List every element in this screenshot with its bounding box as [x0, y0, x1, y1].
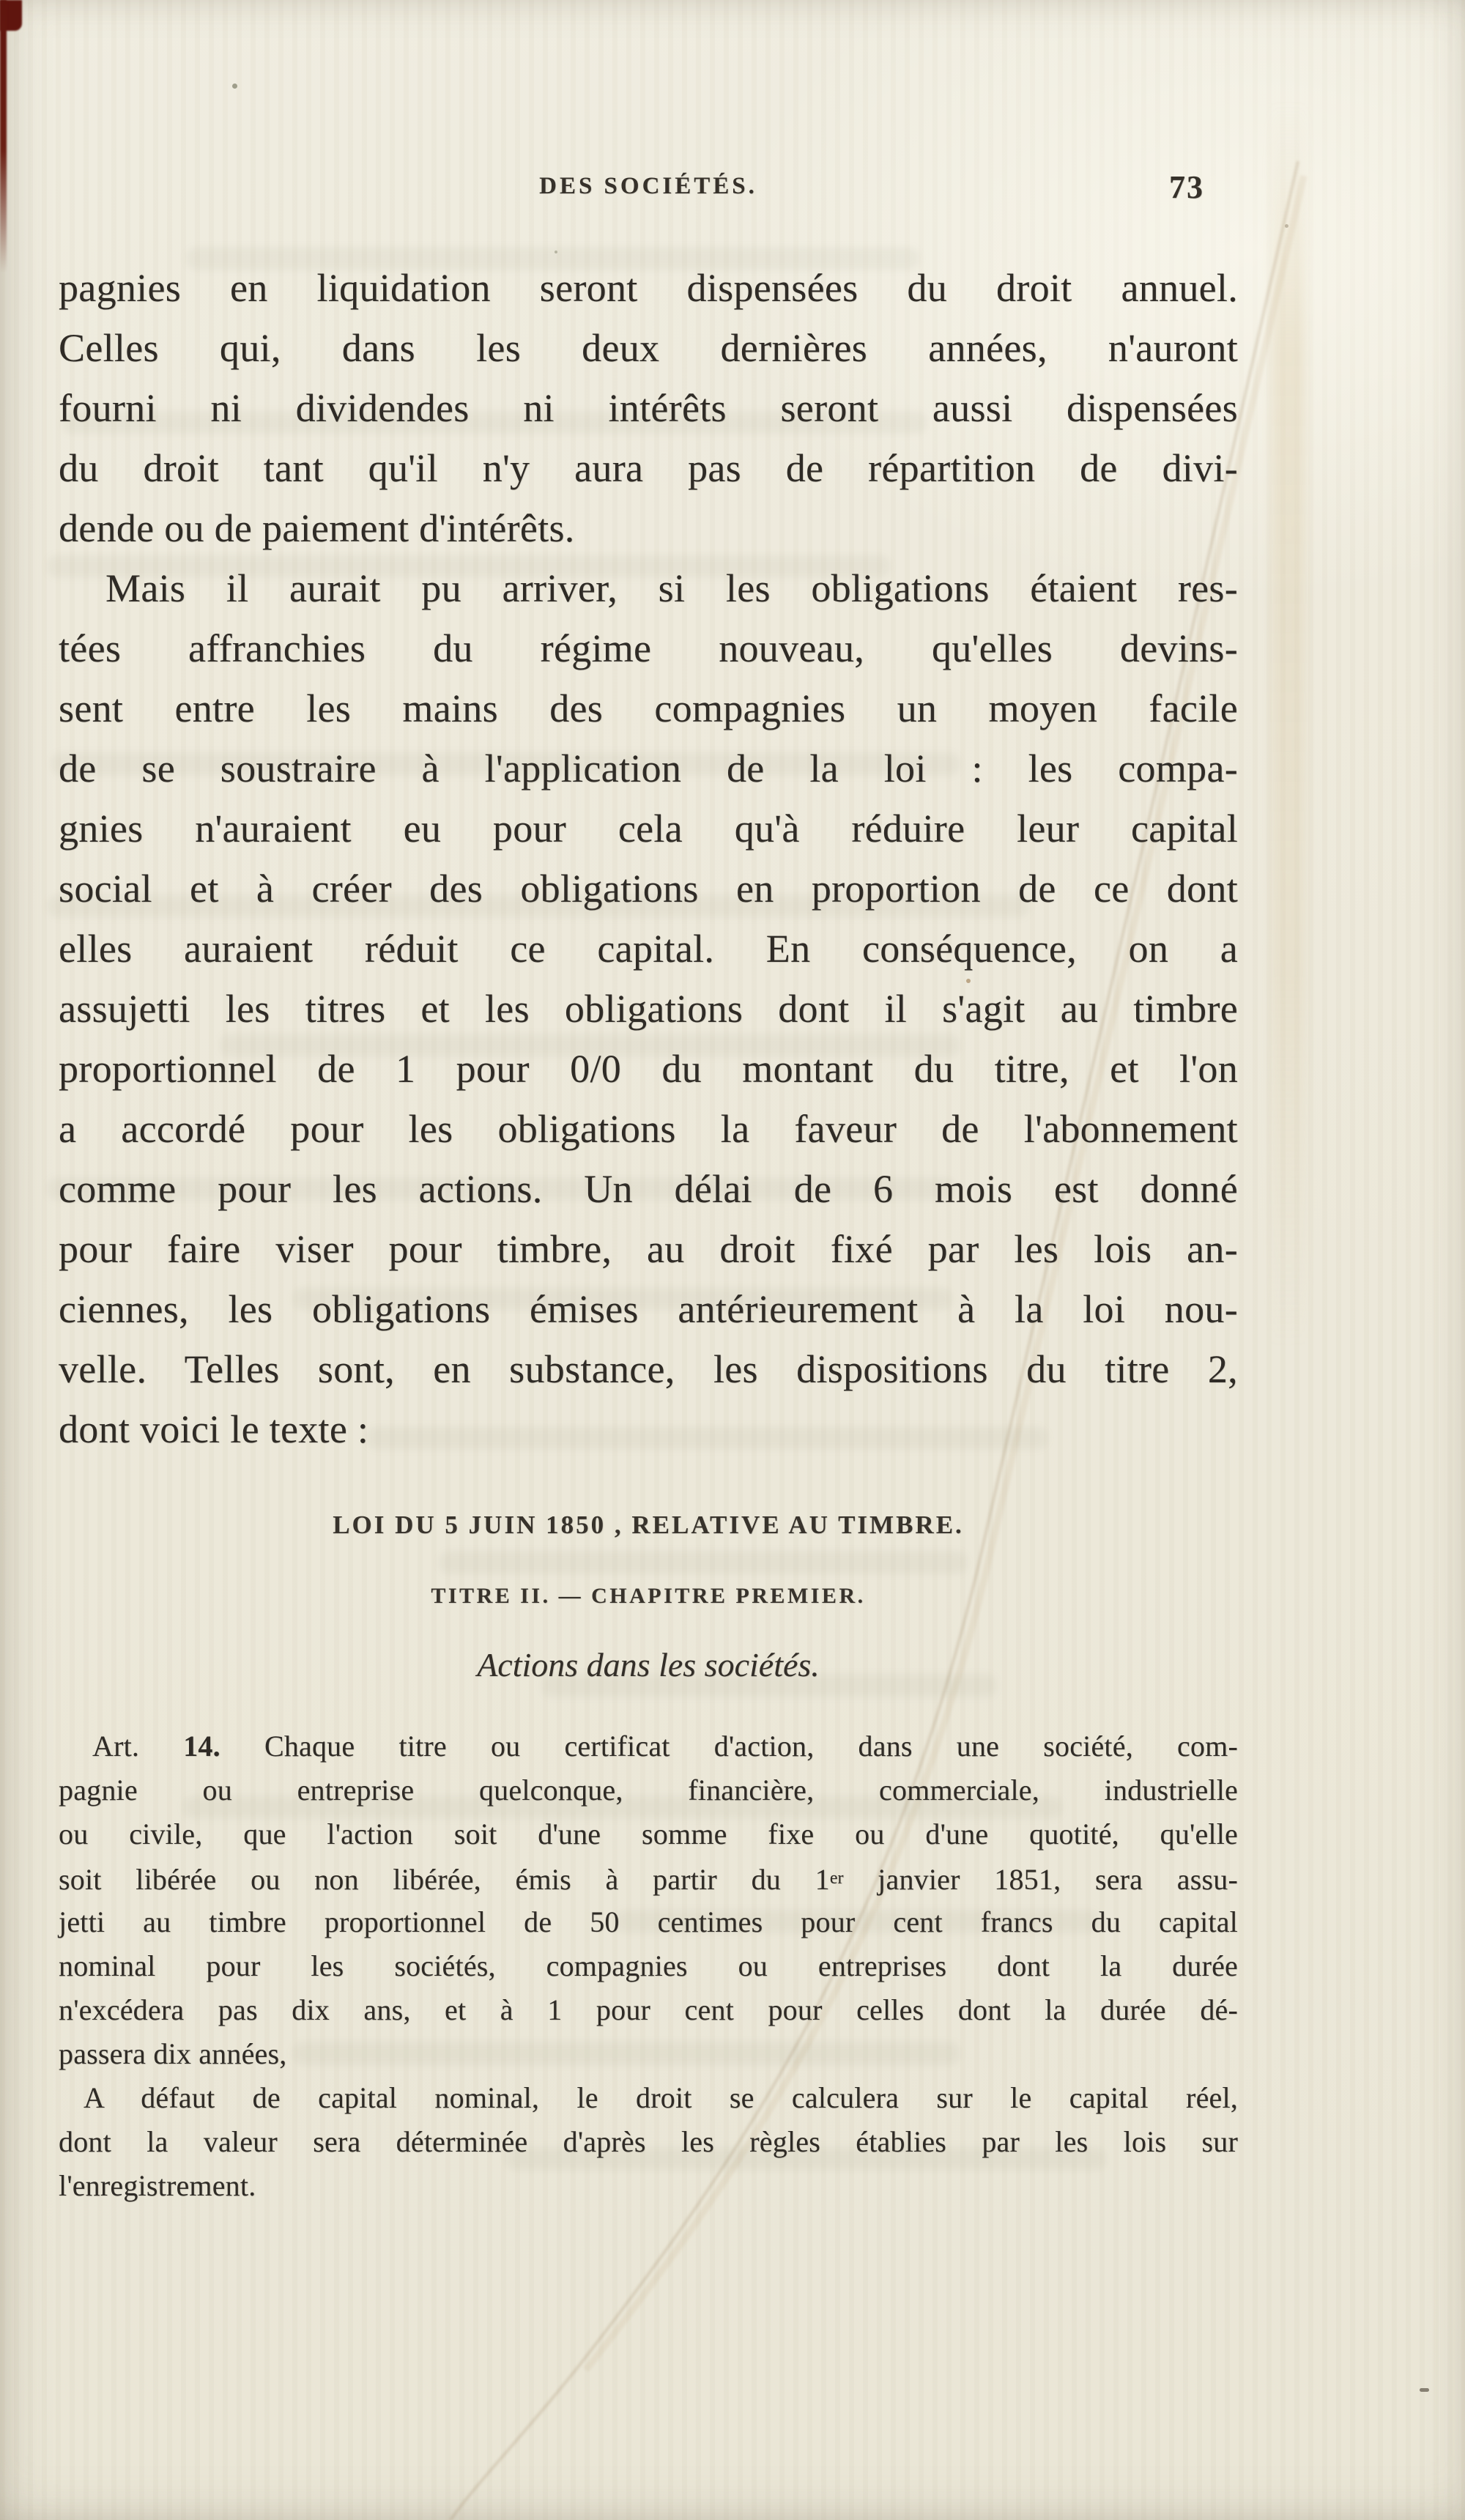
text-line: velle. Telles sont, en substance, les dispositions du titre 2,: [59, 1347, 1238, 1391]
text-line: passera dix années,: [59, 2037, 287, 2070]
superscript-er: er: [829, 1869, 844, 1888]
text-line: l'enregistrement.: [59, 2169, 256, 2202]
article-label: Art.: [92, 1730, 184, 1763]
page-number: 73: [1169, 169, 1204, 205]
ink-speck: [232, 84, 237, 89]
text-line: Celles qui, dans les deux dernières années, n'auront: [59, 326, 1238, 370]
ink-speck: [1420, 2388, 1429, 2392]
text-line: Art. 14. Chaque titre ou certificat d'action, dans une société, com-: [92, 1730, 1238, 1763]
bleedthrough-artifact: [440, 1552, 967, 1574]
text-line: dont la valeur sera déterminée d'après les règles établies par les lois sur: [59, 2125, 1238, 2158]
text-line: pagnie ou entreprise quelconque, financière, commerciale, industrielle: [59, 1774, 1238, 1806]
text-line: ou civile, que l'action soit d'une somme fixe ou d'une quotité, qu'elle: [59, 1817, 1238, 1850]
text-line: a accordé pour les obligations la faveur de l'abonnement: [59, 1107, 1238, 1151]
law-section-heading: Actions dans les sociétés.: [477, 1646, 820, 1683]
running-title: DES SOCIÉTÉS.: [539, 173, 757, 199]
text-line: sent entre les mains des compagnies un moyen facile: [59, 686, 1238, 730]
article-text-block: [59, 1724, 1238, 2208]
text-line: n'excédera pas dix ans, et à 1 pour cent pour celles dont la durée dé-: [59, 1993, 1238, 2026]
ink-speck: [555, 251, 557, 253]
text-line: assujetti les titres et les obligations dont il s'agit au timbre: [59, 987, 1238, 1031]
law-title-heading: TITRE II. — CHAPITRE PREMIER.: [431, 1584, 866, 1608]
text-line: pagnies en liquidation seront dispensées du droit annuel.: [59, 266, 1238, 310]
text-line: Mais il aurait pu arriver, si les obligations étaient res-: [105, 566, 1238, 610]
text-line: social et à créer des obligations en proportion de ce dont: [59, 867, 1238, 911]
text-line: A défaut de capital nominal, le droit se calculera sur le capital réel,: [84, 2081, 1238, 2114]
article-number: 14.: [183, 1730, 220, 1763]
text-line: pour faire viser pour timbre, au droit fixé par les lois an-: [59, 1227, 1238, 1271]
text-line: de se soustraire à l'application de la loi : les compa-: [59, 746, 1238, 790]
text-line: dont voici le texte :: [59, 1407, 369, 1451]
scan-edge-artifact: [0, 0, 7, 273]
text-line: jetti au timbre proportionnel de 50 centimes pour cent francs du capital: [59, 1905, 1238, 1938]
text-line: fourni ni dividendes ni intérêts seront aussi dispensées: [59, 386, 1238, 430]
text-line: soit libérée ou non libérée, émis à partir du 1er janvier 1851, sera assu-: [59, 1863, 1239, 1896]
law-heading: LOI DU 5 JUIN 1850 , RELATIVE AU TIMBRE.: [333, 1511, 964, 1539]
ink-speck: [1285, 224, 1288, 228]
text-line: dende ou de paiement d'intérêts.: [59, 506, 575, 550]
main-text-block: [59, 258, 1238, 1459]
text-line: gnies n'auraient eu pour cela qu'à réduire leur capital: [59, 807, 1238, 850]
text-line: du droit tant qu'il n'y aura pas de répartition de divi-: [59, 446, 1238, 490]
text-line: nominal pour les sociétés, compagnies ou entreprises dont la durée: [59, 1949, 1238, 1982]
text-line: proportionnel de 1 pour 0/0 du montant du titre, et l'on: [59, 1047, 1238, 1091]
text-line: comme pour les actions. Un délai de 6 mois est donné: [59, 1167, 1238, 1211]
running-head: [59, 169, 1238, 214]
text-line: tées affranchies du régime nouveau, qu'elles devins-: [59, 626, 1238, 670]
text-line: ciennes, les obligations émises antérieurement à la loi nou-: [59, 1287, 1238, 1331]
text-line: elles auraient réduit ce capital. En conséquence, on a: [59, 927, 1238, 971]
paper-streak-artifact: [1272, 103, 1305, 1348]
